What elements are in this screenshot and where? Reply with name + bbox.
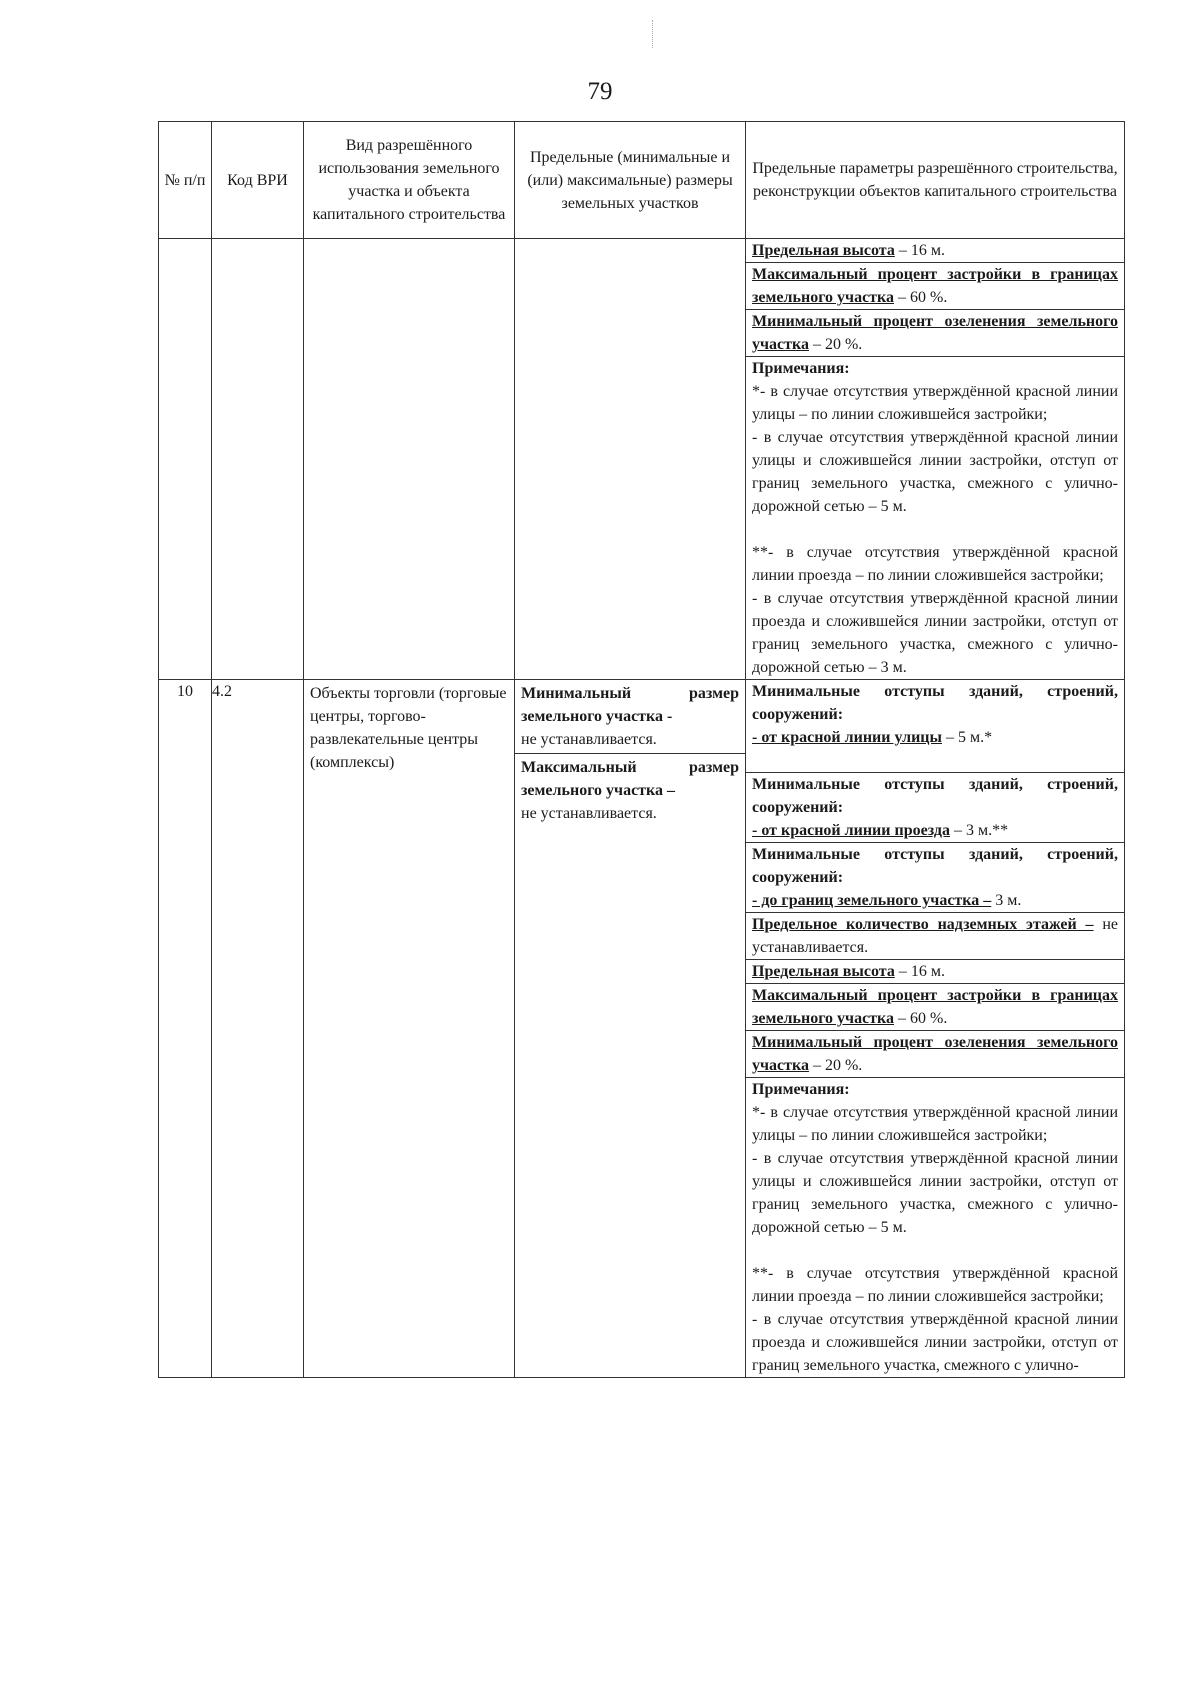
param-item — [746, 984, 1124, 1031]
param-item — [746, 773, 1124, 843]
param-label: Максимальный процент застройки в границах земельного участка — [752, 266, 1118, 306]
size-min-label: Минимальный размер земельного участка - — [521, 685, 739, 725]
size-max-label: Максимальный размер земельного участка – — [521, 759, 739, 799]
cont-sizes-cell — [515, 239, 746, 680]
note-gap — [752, 1239, 1118, 1262]
param-value: – 16 м. — [894, 242, 945, 259]
header-vri: Вид разрешённого использования земельного участка и объекта капитального строительства — [304, 122, 515, 239]
cont-vri-cell — [304, 239, 515, 680]
row-num-cell: 10 — [159, 680, 212, 1378]
note-line: - в случае отсутствия утверждённой красной линии проезда и сложившейся линии застройки, отступ от границ земельного участка, смежного с улично- — [752, 1311, 1118, 1374]
param-label: Минимальные отступы зданий, строений, сооружений: — [752, 683, 1118, 723]
param-sub: - до границ земельного участка – — [752, 892, 992, 909]
cont-num-cell — [159, 239, 212, 680]
note-line: **- в случае отсутствия утверждённой красной линии проезда – по линии сложившейся застройки; — [752, 544, 1118, 584]
header-num: № п/п — [159, 122, 212, 239]
param-item — [746, 263, 1124, 310]
param-sub: - от красной линии улицы — [752, 729, 942, 746]
header-row — [159, 122, 1125, 239]
scan-mark — [652, 20, 659, 48]
param-label: Предельная высота — [752, 242, 895, 259]
param-label: Минимальный процент озеленения земельного участка — [752, 1034, 1118, 1074]
header-sizes: Предельные (минимальные и (или) максимальные) размеры земельных участков — [515, 122, 746, 239]
param-label: Минимальный процент озеленения земельного участка — [752, 313, 1118, 353]
table-row-10 — [159, 680, 1125, 1378]
param-value: – 16 м. — [894, 963, 945, 980]
param-value: – 3 м.** — [949, 822, 1009, 839]
size-max — [515, 754, 745, 827]
header-params: Предельные параметры разрешённого строительства, реконструкции объектов капитального строительства — [746, 122, 1125, 239]
note-line: **- в случае отсутствия утверждённой красной линии проезда – по линии сложившейся застройки; — [752, 1265, 1118, 1305]
param-item — [746, 1031, 1124, 1078]
param-value: – 20 %. — [808, 336, 863, 353]
header-code: Код ВРИ — [212, 122, 304, 239]
note-line: *- в случае отсутствия утверждённой красной линии улицы – по линии сложившейся застройки; — [752, 383, 1118, 423]
notes-block — [746, 357, 1124, 679]
notes-title: Примечания: — [752, 1081, 850, 1098]
param-value: – 5 м.* — [942, 729, 993, 746]
note-line: *- в случае отсутствия утверждённой красной линии улицы – по линии сложившейся застройки; — [752, 1104, 1118, 1144]
param-sub: - от красной линии проезда — [752, 822, 950, 839]
param-value: – 20 %. — [808, 1057, 863, 1074]
size-min-value: не устанавливается. — [521, 731, 657, 748]
param-value: – 60 %. — [894, 1010, 948, 1027]
param-item — [746, 239, 1124, 263]
vri-text: Объекты торговли (торговые центры, торгово-развлекательные центры (комплексы) — [310, 685, 507, 771]
table-row-continuation — [159, 239, 1125, 680]
param-item — [746, 960, 1124, 984]
param-item — [746, 680, 1124, 773]
param-value: 3 м. — [991, 892, 1022, 909]
note-line: - в случае отсутствия утверждённой красной линии проезда и сложившейся линии застройки, отступ от границ земельного участка, смежного с улично-дорожной сетью – 3 м. — [752, 590, 1118, 676]
param-item — [746, 843, 1124, 913]
page-number: 79 — [587, 78, 613, 105]
param-item — [746, 310, 1124, 357]
row-code-cell: 4.2 — [212, 680, 304, 1378]
param-label: Минимальные отступы зданий, строений, сооружений: — [752, 776, 1118, 816]
size-min — [515, 680, 745, 754]
param-value: – 60 %. — [894, 289, 948, 306]
param-label: Максимальный процент застройки в границах земельного участка — [752, 987, 1118, 1027]
row-sizes-cell — [515, 680, 746, 1378]
param-label: Предельное количество надземных этажей – — [752, 916, 1094, 933]
note-line: - в случае отсутствия утверждённой красной линии улицы и сложившейся линии застройки, отступ от границ земельного участка, смежного с улично-дорожной сетью – 5 м. — [752, 429, 1118, 515]
row-vri-cell — [304, 680, 515, 1378]
param-value: не устанавливается. — [752, 916, 1118, 956]
param-label: Предельная высота — [752, 963, 895, 980]
param-label: Минимальные отступы зданий, строений, сооружений: — [752, 846, 1118, 886]
size-max-value: не устанавливается. — [521, 805, 657, 822]
note-line: - в случае отсутствия утверждённой красной линии улицы и сложившейся линии застройки, отступ от границ земельного участка, смежного с улично-дорожной сетью – 5 м. — [752, 1150, 1118, 1236]
regulations-table — [158, 121, 1125, 1378]
cont-code-cell — [212, 239, 304, 680]
notes-title: Примечания: — [752, 360, 850, 377]
row-params-cell — [746, 680, 1125, 1378]
notes-block — [746, 1078, 1124, 1377]
note-gap — [752, 518, 1118, 541]
param-item — [746, 913, 1124, 960]
cont-params-cell — [746, 239, 1125, 680]
